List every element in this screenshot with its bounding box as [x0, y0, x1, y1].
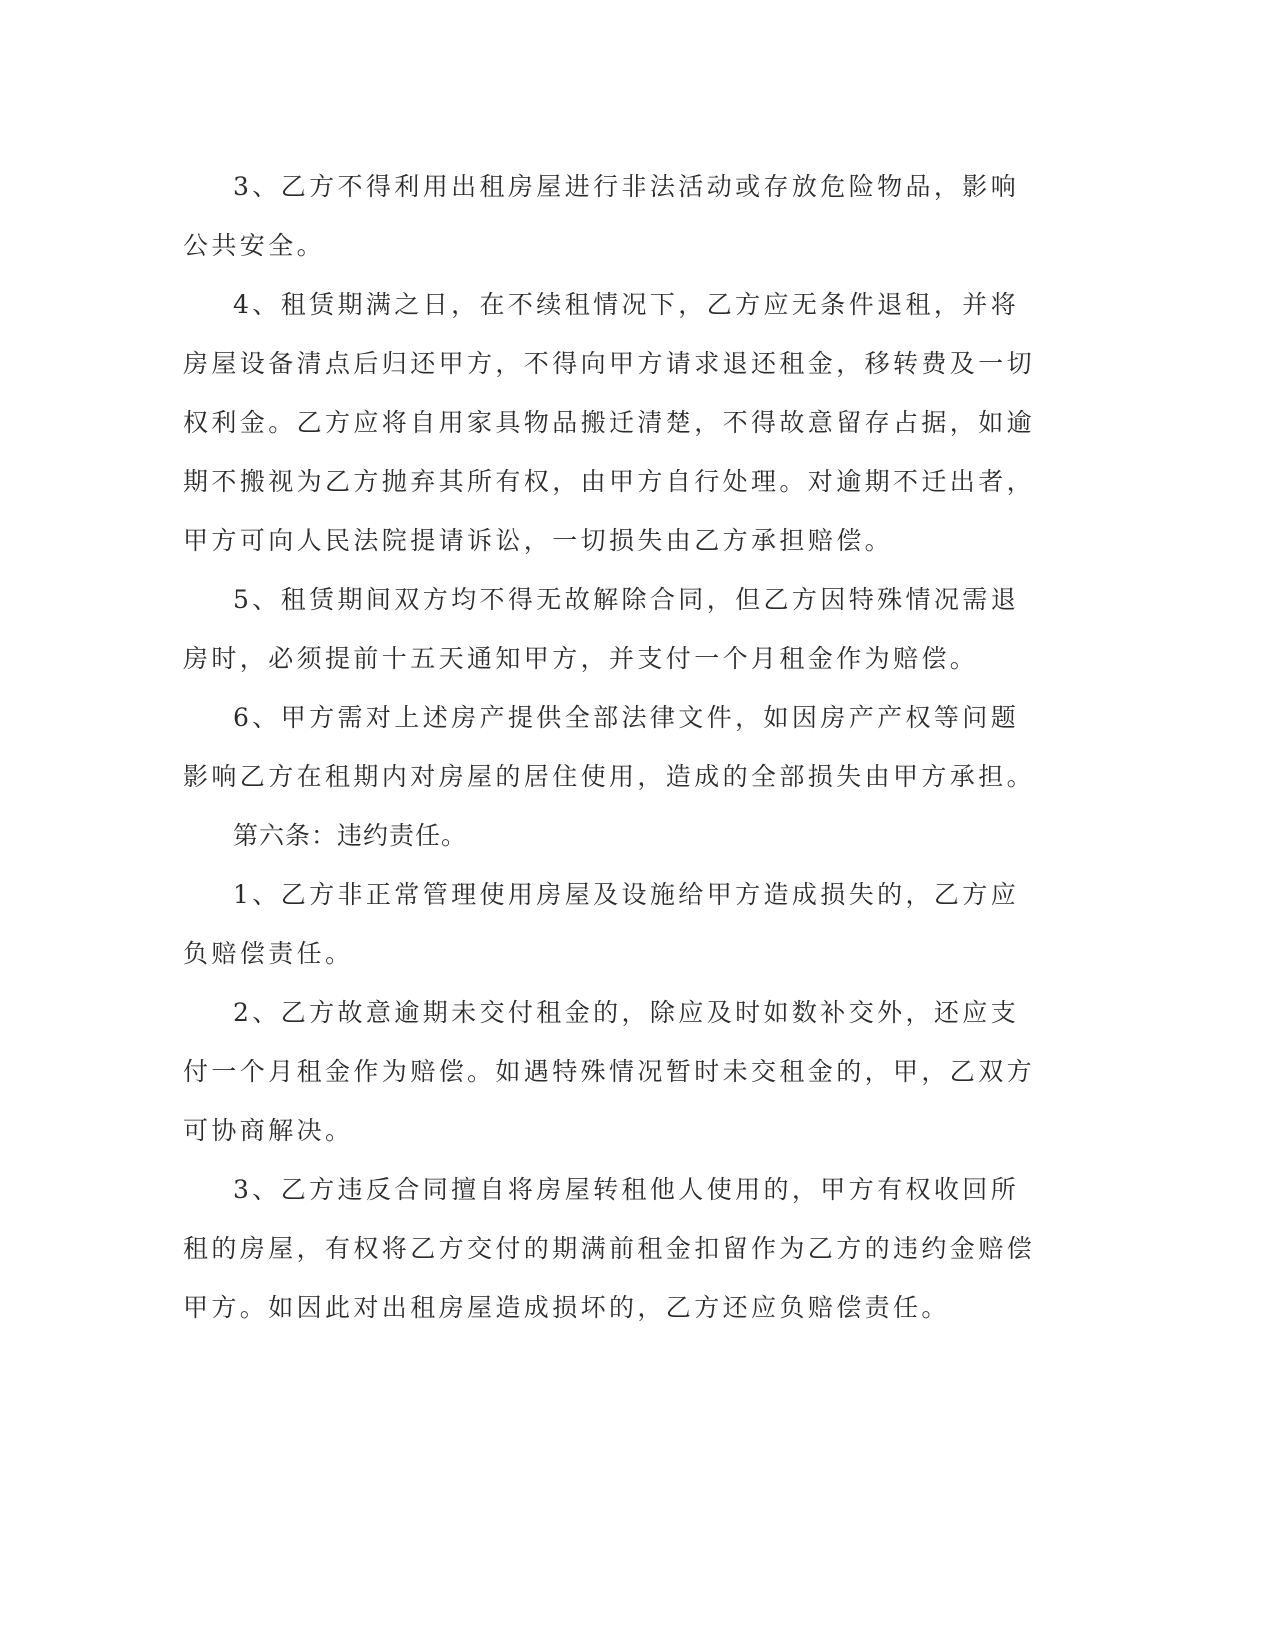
text-line: 权利金。乙方应将自用家具物品搬迁清楚，不得故意留存占据，如逾 — [183, 408, 1036, 437]
clause-3-illegal-activities — [183, 157, 1063, 275]
text-line: 甲方。如因此对出租房屋造成损坏的，乙方还应负赔偿责任。 — [183, 1293, 950, 1322]
text-line: 5、租赁期间双方均不得无故解除合同，但乙方因特殊情况需退 — [233, 585, 1020, 614]
text-line: 租的房屋，有权将乙方交付的期满前租金扣留作为乙方的违约金赔偿 — [183, 1234, 1036, 1263]
text-line: 3、乙方不得利用出租房屋进行非法活动或存放危险物品，影响 — [233, 172, 1020, 201]
breach-clause-2 — [183, 983, 1063, 1160]
text-line: 付一个月租金作为赔偿。如遇特殊情况暂时未交租金的，甲，乙双方 — [183, 1057, 1036, 1086]
text-line: 影响乙方在租期内对房屋的居住使用，造成的全部损失由甲方承担。 — [183, 762, 1036, 791]
text-line: 2、乙方故意逾期未交付租金的，除应及时如数补交外，还应支 — [233, 998, 1020, 1027]
text-line: 房时，必须提前十五天通知甲方，并支付一个月租金作为赔偿。 — [183, 644, 979, 673]
clause-5-early-termination — [183, 570, 1063, 688]
text-line: 负赔偿责任。 — [183, 939, 354, 968]
text-line: 3、乙方违反合同擅自将房屋转租他人使用的，甲方有权收回所 — [233, 1175, 1020, 1204]
text-line: 1、乙方非正常管理使用房屋及设施给甲方造成损失的，乙方应 — [233, 880, 1020, 909]
text-line: 公共安全。 — [183, 231, 326, 260]
article-6-heading: 第六条：违约责任。 — [233, 821, 468, 850]
clause-6-legal-documents — [183, 688, 1063, 806]
breach-clause-3 — [183, 1160, 1063, 1337]
text-line: 甲方可向人民法院提请诉讼，一切损失由乙方承担赔偿。 — [183, 526, 894, 555]
text-line: 可协商解决。 — [183, 1116, 354, 1145]
text-line: 6、甲方需对上述房产提供全部法律文件，如因房产产权等问题 — [233, 703, 1020, 732]
text-line: 4、租赁期满之日，在不续租情况下，乙方应无条件退租，并将 — [233, 290, 1020, 319]
breach-clause-1 — [183, 865, 1063, 983]
clause-4-lease-expiry — [183, 275, 1063, 570]
text-line: 期不搬视为乙方抛弃其所有权，由甲方自行处理。对逾期不迁出者， — [183, 467, 1036, 496]
contract-text — [183, 157, 1063, 1337]
text-line: 房屋设备清点后归还甲方，不得向甲方请求退还租金，移转费及一切 — [183, 349, 1036, 378]
